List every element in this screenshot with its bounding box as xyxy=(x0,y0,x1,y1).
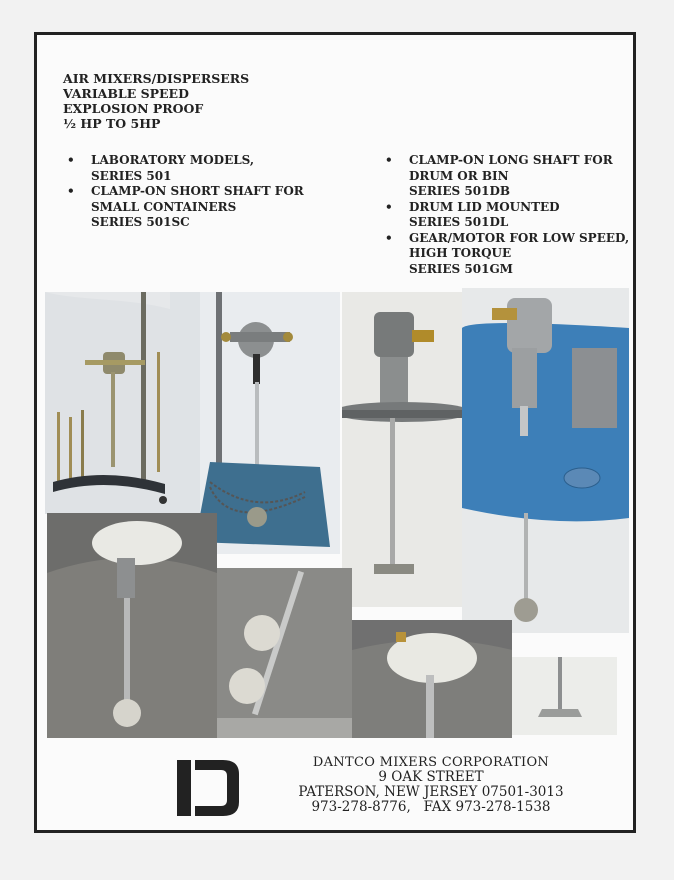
list-item-line: SERIES 501DL xyxy=(409,215,509,229)
list-item xyxy=(381,231,631,278)
list-item-line: SERIES 501SC xyxy=(91,215,190,229)
company-city: PATERSON, NEW JERSEY 07501-3013 xyxy=(298,784,564,800)
list-item-line: SMALL CONTAINERS xyxy=(91,199,237,214)
list-item-line: SERIES 501 xyxy=(91,168,172,183)
bullet-icon: • xyxy=(67,153,75,167)
list-item-line: DRUM LID MOUNTED xyxy=(409,199,560,214)
small-impeller-photo xyxy=(512,657,617,735)
company-phones: 973-278-8776, FAX 973-278-1538 xyxy=(311,799,551,815)
list-item-line: SERIES 501DB xyxy=(409,184,510,198)
model-list-left xyxy=(63,153,363,231)
bullet-icon: • xyxy=(385,230,393,245)
company-street: 9 OAK STREET xyxy=(378,769,484,785)
dantco-logo-icon xyxy=(177,760,239,816)
list-item-line: HIGH TORQUE xyxy=(409,246,512,260)
list-item-line: DRUM OR BIN xyxy=(409,168,509,183)
list-item xyxy=(381,200,631,231)
product-heading xyxy=(63,71,249,131)
lab-model-photo xyxy=(45,292,180,514)
brochure-page xyxy=(34,32,636,833)
bullet-icon: • xyxy=(67,184,75,198)
list-item-line: SERIES 501GM xyxy=(409,261,513,276)
heading-line: ½ HP TO 5HP xyxy=(63,116,161,131)
list-item xyxy=(381,153,631,200)
list-item-line: LABORATORY MODELS, xyxy=(91,153,255,167)
clamp-on-long-shaft-photo xyxy=(342,292,477,607)
heading-line: EXPLOSION PROOF xyxy=(63,101,204,116)
bullet-icon: • xyxy=(385,199,393,214)
company-name: DANTCO MIXERS CORPORATION xyxy=(312,755,550,770)
heading-line: VARIABLE SPEED xyxy=(63,86,189,101)
company-address xyxy=(261,755,601,815)
list-item xyxy=(63,153,363,184)
dispersing-head-photo xyxy=(352,620,512,738)
list-item-line: CLAMP-ON SHORT SHAFT FOR xyxy=(91,184,304,198)
heading-line: AIR MIXERS/DISPERSERS xyxy=(63,71,250,86)
model-list-right xyxy=(381,153,631,277)
list-item-line: GEAR/MOTOR FOR LOW SPEED, xyxy=(409,230,630,245)
list-item-line: CLAMP-ON LONG SHAFT FOR xyxy=(409,153,613,167)
bullet-icon: • xyxy=(385,153,393,167)
company-footer xyxy=(177,755,597,825)
drum-lid-mounted-photo xyxy=(462,288,629,633)
list-item xyxy=(63,184,363,231)
gear-motor-photo xyxy=(47,513,217,738)
impeller-closeup-photo xyxy=(217,568,352,738)
